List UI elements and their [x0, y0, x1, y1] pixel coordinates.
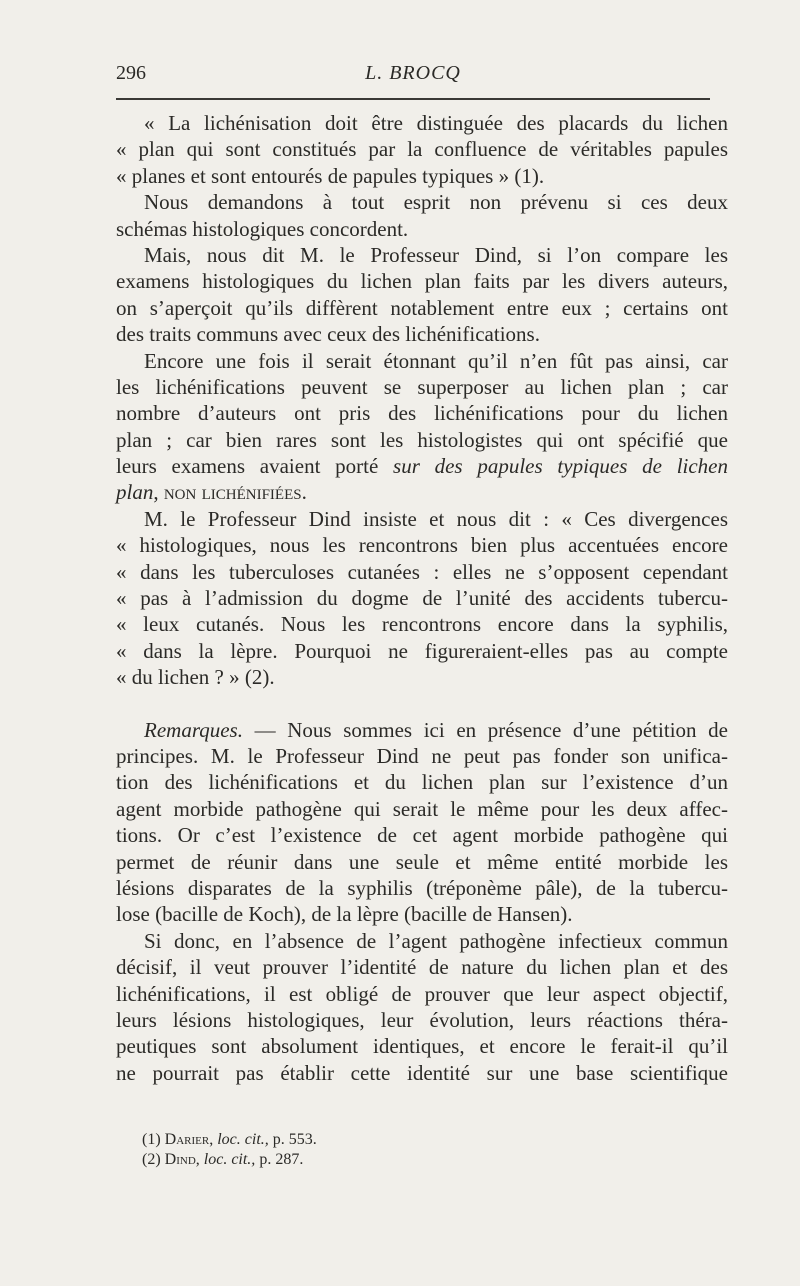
line-fragment: tions. Or c’est l’existence de cet agent morbide pathogène qui: [116, 823, 728, 848]
text-line: [116, 242, 728, 268]
text-line: [116, 427, 728, 453]
line-fragment: schémas histologiques concordent.: [116, 216, 409, 241]
line-fragment: « pas à l’admission du dogme de l’unité des accidents tubercu-: [116, 586, 728, 611]
text-line: [116, 901, 728, 927]
footnote-num: (1): [142, 1131, 161, 1148]
line-fragment: principes. M. le Professeur Dind ne peut pas fonder son unifica-: [116, 743, 728, 768]
text-line: [116, 638, 728, 664]
text-line: [116, 559, 728, 585]
footnote-num: (2): [142, 1151, 161, 1168]
line-fragment: on s’aperçoit qu’ils diffèrent notablement entre eux ; certains ont: [116, 295, 728, 320]
line-fragment: permet de réunir dans une seule et même entité morbide les: [116, 849, 728, 874]
line-fragment: lichénifications, il est obligé de prouver que leur aspect objectif,: [116, 981, 728, 1006]
text-line: [116, 1060, 728, 1086]
line-fragment: Remarques.: [144, 717, 243, 742]
footnote-author: Dind,: [164, 1151, 200, 1168]
line-fragment: lésions disparates de la syphilis (tréponème pâle), de la tubercu-: [116, 875, 728, 900]
footnote-page: p. 287.: [259, 1151, 304, 1168]
footnote-page: p. 553.: [272, 1131, 317, 1148]
line-fragment: « dans la lèpre. Pourquoi ne figureraient-elles pas au compte: [116, 638, 728, 663]
line-fragment: sur des papules typiques de lichen: [393, 454, 729, 479]
text-line: [116, 479, 728, 505]
line-fragment: .: [301, 480, 307, 505]
text-line: [116, 954, 728, 980]
footnote: [142, 1130, 622, 1150]
line-fragment: « planes et sont entourés de papules typiques » (1).: [116, 163, 545, 188]
header-rule: [116, 98, 710, 100]
line-fragment: nombre d’auteurs ont pris des lichénifications pour du lichen: [116, 401, 728, 426]
text-line: [116, 585, 728, 611]
text-line: [116, 532, 728, 558]
text-line: [116, 400, 728, 426]
line-fragment: plan ; car bien rares sont les histologistes qui ont spécifié que: [116, 427, 728, 452]
line-fragment: Encore une fois il serait étonnant qu’il n’en fût pas ainsi, car: [144, 348, 728, 373]
line-fragment: examens histologiques du lichen plan faits par les divers auteurs,: [116, 269, 728, 294]
text-line: [116, 321, 728, 347]
text-line: [116, 189, 728, 215]
text-line: [116, 822, 728, 848]
line-fragment: leurs lésions histologiques, leur évolution, leurs réactions théra-: [116, 1007, 728, 1032]
line-fragment: Si donc, en l’absence de l’agent pathogène infectieux commun: [144, 928, 728, 953]
line-fragment: leurs examens avaient porté: [116, 454, 394, 479]
text-line: [116, 136, 728, 162]
footnote-author: Darier,: [164, 1131, 214, 1148]
text-line: [116, 875, 728, 901]
text-line: [116, 453, 728, 479]
text-line: [116, 268, 728, 294]
line-fragment: les lichénifications peuvent se superposer au lichen plan ; car: [116, 374, 728, 399]
line-fragment: plan: [116, 480, 154, 505]
text-line: [116, 981, 728, 1007]
text-line: [116, 611, 728, 637]
text-line: [116, 743, 728, 769]
line-fragment: ,: [153, 480, 164, 505]
text-line: [116, 849, 728, 875]
text-line: [116, 163, 728, 189]
text-line: [116, 506, 728, 532]
line-fragment: Nous demandons à tout esprit non prévenu si ces deux: [144, 190, 728, 215]
text-line: [116, 348, 728, 374]
line-fragment: « du lichen ? » (2).: [116, 665, 275, 690]
text-line: [116, 717, 728, 743]
line-fragment: « leux cutanés. Nous les rencontrons encore dans la syphilis,: [116, 612, 728, 637]
line-fragment: peutiques sont absolument identiques, et encore le ferait-il qu’il: [116, 1034, 728, 1059]
line-fragment: lose (bacille de Koch), de la lèpre (bacille de Hansen).: [116, 902, 573, 927]
line-fragment: ne pourrait pas établir cette identité sur une base scientifique: [116, 1060, 728, 1085]
page-header: [116, 60, 710, 90]
footnote-ref: loc. cit.,: [217, 1131, 269, 1148]
line-fragment: Mais, nous dit M. le Professeur Dind, si l’on compare les: [144, 242, 728, 267]
text-line: [116, 769, 728, 795]
text-line: [116, 1007, 728, 1033]
text-line: [116, 1033, 728, 1059]
text-line: [116, 664, 728, 690]
line-fragment: « dans les tuberculoses cutanées : elles ne s’opposent cependant: [116, 559, 728, 584]
line-fragment: « plan qui sont constitués par la confluence de véritables papules: [116, 137, 728, 162]
text-line: [116, 216, 728, 242]
line-fragment: « histologiques, nous les rencontrons bien plus accentuées encore: [116, 533, 728, 558]
line-fragment: M. le Professeur Dind insiste et nous dit : « Ces divergences: [144, 506, 728, 531]
footnote: [142, 1150, 622, 1170]
text-line: [116, 374, 728, 400]
line-fragment: « La lichénisation doit être distinguée des placards du lichen: [144, 111, 728, 135]
body-text: [116, 110, 728, 1086]
footnote-ref: loc. cit.,: [203, 1151, 256, 1168]
running-head: L. BROCQ: [365, 62, 461, 84]
text-line: [116, 295, 728, 321]
page-number: 296: [116, 62, 146, 84]
text-line: [116, 796, 728, 822]
text-line: [116, 928, 728, 954]
line-fragment: agent morbide pathogène qui serait le même pour les deux affec-: [116, 796, 728, 821]
section-gap: [116, 691, 728, 717]
text-line: [116, 110, 728, 136]
line-fragment: décisif, il veut prouver l’identité de nature du lichen plan et des: [116, 955, 728, 980]
line-fragment: des traits communs avec ceux des lichénifications.: [116, 322, 540, 347]
line-fragment: tion des lichénifications et du lichen plan sur l’existence d’un: [116, 770, 728, 795]
footnotes: [142, 1130, 622, 1170]
line-fragment: — Nous sommes ici en présence d’une pétition de: [242, 717, 728, 742]
line-fragment: non lichénifiées: [163, 480, 302, 505]
